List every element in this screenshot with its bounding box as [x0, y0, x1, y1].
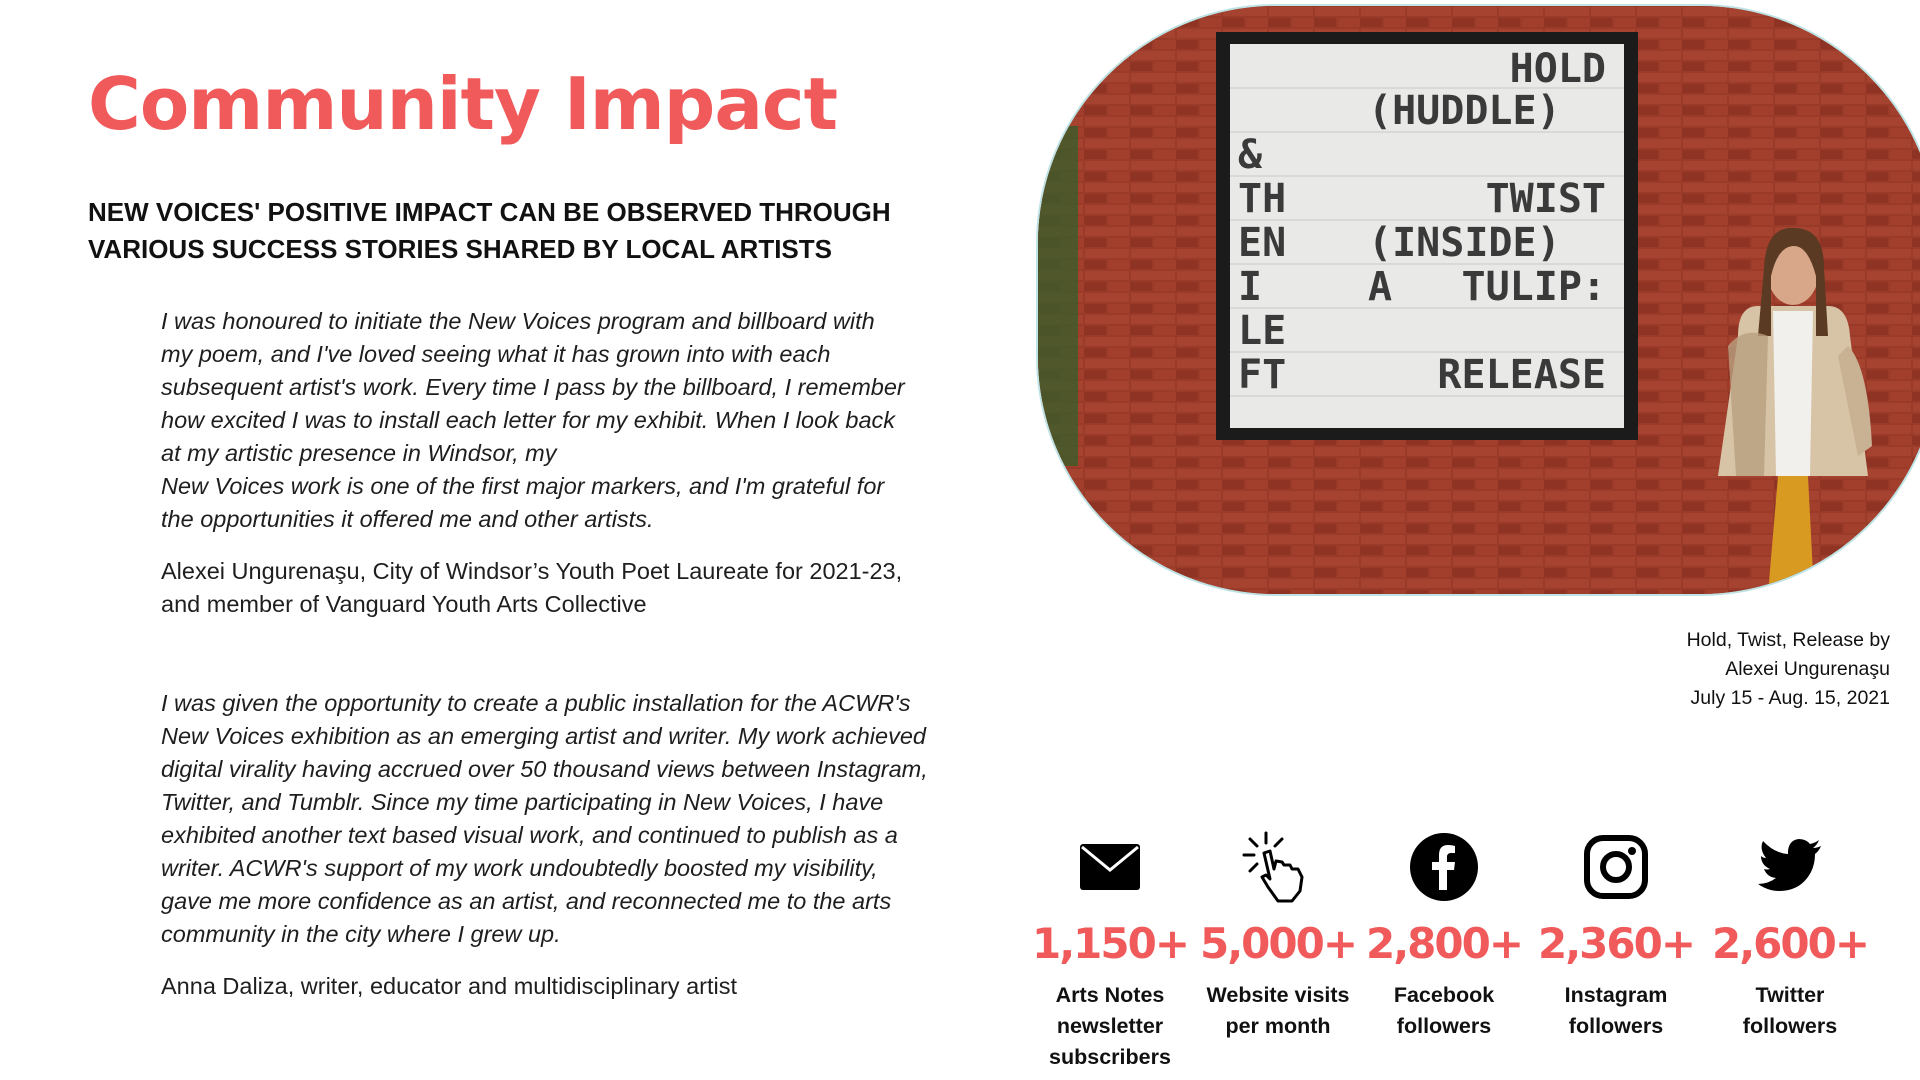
twitter-icon: [1700, 828, 1880, 906]
stat-twitter: [1700, 828, 1880, 1042]
billboard-line: I: [1238, 264, 1263, 310]
stat-label: Instagram followers: [1564, 983, 1668, 1038]
billboard-line: TH: [1238, 176, 1287, 222]
billboard-line: TWIST: [1485, 176, 1606, 222]
stat-newsletter: [1020, 828, 1200, 1073]
billboard-line: RELEASE: [1437, 352, 1606, 398]
click-cursor-icon: [1188, 828, 1368, 906]
billboard-line: (HUDDLE): [1368, 88, 1561, 134]
stat-value: 1,150+: [1031, 919, 1189, 968]
testimonial-quote-1: I was honoured to initiate the New Voices program and billboard with my poem, and I've loved seeing what it has grown into with each subsequent artist's work. Every time I pass by the billboard, I remember how excited I was to install each letter for my exhibit. When I look back at my artistic presence in Windsor, my New Voices work is one of the first major markers, and I'm grateful for the opportunities it offered me and other artists.: [161, 308, 905, 532]
testimonial-attribution-2: Anna Daliza, writer, educator and multidisciplinary artist: [161, 973, 738, 999]
photo-caption: Hold, Twist, Release by Alexei Ungurenaşu July 15 - Aug. 15, 2021: [1686, 629, 1890, 709]
billboard-line: EN: [1238, 220, 1287, 266]
billboard-line: TULIP:: [1461, 264, 1606, 310]
stat-label: Arts Notes newsletter subscribers: [1049, 983, 1171, 1069]
stat-instagram: [1526, 828, 1706, 1042]
stat-value: 2,360+: [1537, 919, 1695, 968]
billboard-line: &: [1238, 132, 1263, 178]
stat-value: 5,000+: [1199, 919, 1357, 968]
billboard-line: A: [1368, 264, 1393, 310]
page-subtitle: NEW VOICES' POSITIVE IMPACT CAN BE OBSERVED THROUGH VARIOUS SUCCESS STORIES SHARED BY LOCAL ARTISTS: [88, 197, 891, 264]
instagram-icon: [1526, 828, 1706, 906]
facebook-icon: [1354, 828, 1534, 906]
stats-row: [1020, 828, 1900, 1068]
billboard-line: (INSIDE): [1368, 220, 1561, 266]
testimonial-quote-2: I was given the opportunity to create a public installation for the ACWR's New Voices exhibition as an emerging artist and writer. My work achieved digital virality having accrued over 50 thousand views between Instagram, Twitter, and Tumblr. Since my time participating in New Voices, I have exhibited another text based visual work, and continued to publish as a writer. ACWR's support of my work undoubtedly boosted my visibility, gave me more confidence as an artist, and reconnected me to the arts community in the city where I grew up.: [161, 690, 928, 947]
billboard-photo: [1036, 4, 1920, 596]
stat-label: Twitter followers: [1742, 983, 1838, 1038]
billboard-line: HOLD: [1509, 46, 1606, 92]
billboard-photo-illustration: [1038, 6, 1920, 594]
stat-facebook: [1354, 828, 1534, 1042]
stat-label: Website visits per month: [1206, 983, 1350, 1038]
billboard-line: FT: [1238, 352, 1287, 398]
page-title: Community Impact: [88, 62, 837, 146]
envelope-icon: [1020, 828, 1200, 906]
stat-value: 2,800+: [1365, 919, 1523, 968]
stat-value: 2,600+: [1711, 919, 1869, 968]
billboard-line: LE: [1238, 308, 1287, 354]
testimonial-attribution-1: Alexei Ungurenaşu, City of Windsor’s Youth Poet Laureate for 2021-23, and member of Vanguard Youth Arts Collective: [161, 558, 903, 617]
stat-website-visits: [1188, 828, 1368, 1042]
stat-label: Facebook followers: [1393, 983, 1495, 1038]
